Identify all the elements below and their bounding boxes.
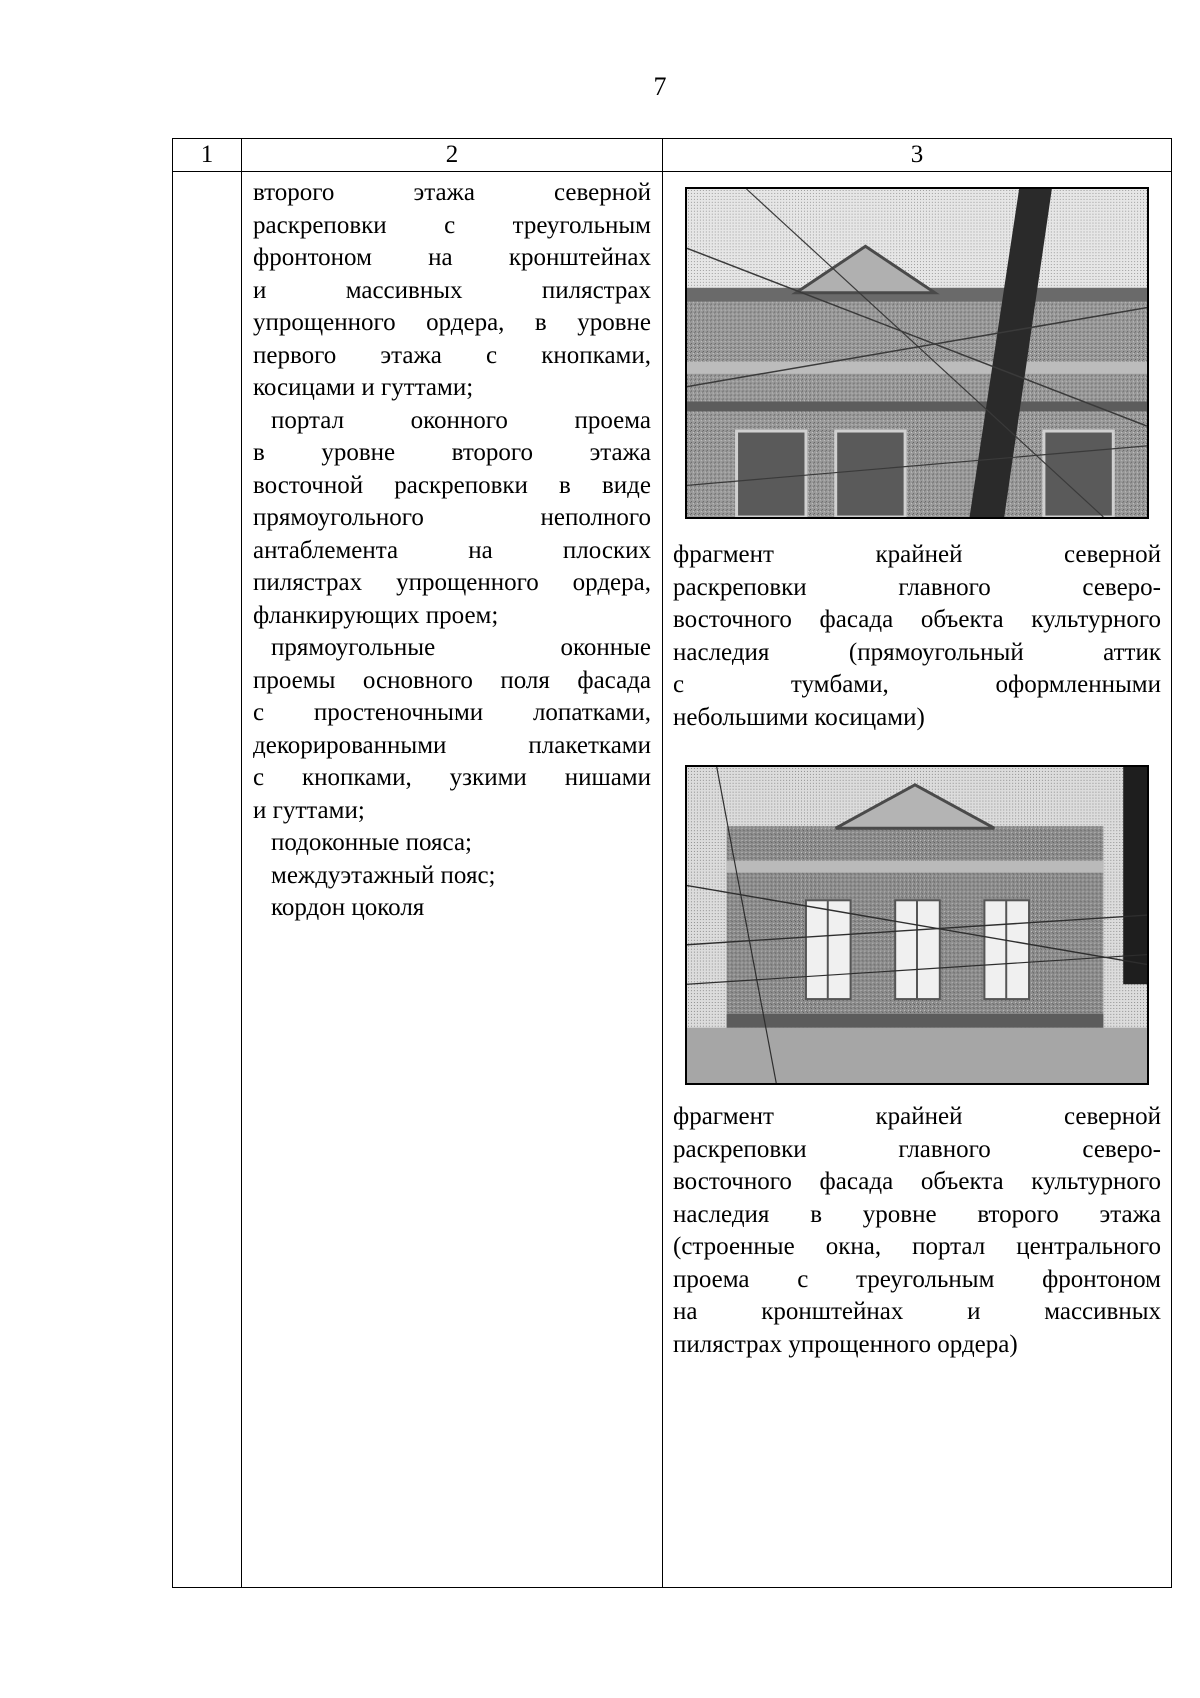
table <box>172 138 1172 1588</box>
header-divider <box>173 171 1171 172</box>
text-line: междуэтажный пояс; <box>271 861 496 889</box>
page-number: 7 <box>653 72 667 101</box>
text-line: антаблемента на плоских <box>253 536 651 564</box>
text-line: с кнопками, узкими нишами <box>253 764 651 791</box>
caption-line: с тумбами, оформленными <box>673 671 1161 698</box>
caption-line: наследия в уровне второго этажа <box>673 1200 1161 1228</box>
caption-line: раскреповки главного северо- <box>673 573 1161 601</box>
column-divider-2 <box>662 139 663 1587</box>
caption-line: фрагмент крайней северной <box>673 1103 1161 1130</box>
caption-line: раскреповки главного северо- <box>673 1135 1161 1163</box>
text-line: с простеночными лопатками, <box>253 699 651 726</box>
caption-line: проема с треугольным фронтоном <box>673 1265 1161 1293</box>
element-description <box>253 177 651 925</box>
text-line: первого этажа с кнопками, <box>253 341 651 369</box>
text-line: восточной раскреповки в виде <box>253 471 651 499</box>
text-line: декорированными плакетками <box>253 731 651 759</box>
text-line: и гуттами; <box>253 796 365 824</box>
text-line: фронтоном на кронштейнах <box>253 244 651 271</box>
text-line: пилястрах упрощенного ордера, <box>253 569 651 596</box>
caption-line: пилястрах упрощенного ордера) <box>673 1330 1018 1358</box>
text-line: портал оконного проема <box>271 406 651 434</box>
caption-line: восточного фасада объекта культурного <box>673 1168 1161 1195</box>
text-line: косицами и гуттами; <box>253 374 474 401</box>
facade-photo-attic <box>685 187 1149 519</box>
column-divider-1 <box>241 139 242 1587</box>
text-line: прямоугольные оконные <box>271 634 651 661</box>
facade-photo-second-floor <box>685 765 1149 1085</box>
caption-line: (строенные окна, портал центрального <box>673 1233 1161 1260</box>
text-line: и массивных пилястрах <box>253 276 651 304</box>
text-line: прямоугольного неполного <box>253 504 651 531</box>
text-line: раскреповки с треугольным <box>253 211 651 239</box>
column-header-2: 2 <box>445 141 459 168</box>
photo-caption-2 <box>673 1101 1161 1361</box>
caption-line: наследия (прямоугольный аттик <box>673 638 1161 666</box>
text-line: проемы основного поля фасада <box>253 666 651 694</box>
caption-line: восточного фасада объекта культурного <box>673 606 1161 633</box>
text-line: подоконные пояса; <box>271 829 473 856</box>
caption-line: небольшими косицами) <box>673 703 925 731</box>
caption-line: на кронштейнах и массивных <box>673 1298 1161 1325</box>
column-header-3: 3 <box>910 141 924 168</box>
text-line: второго этажа северной <box>253 179 651 206</box>
text-line: в уровне второго этажа <box>253 439 651 466</box>
text-line: упрощенного ордера, в уровне <box>253 309 651 336</box>
photo-caption-1 <box>673 539 1161 734</box>
text-line: кордон цоколя <box>271 894 425 921</box>
text-line: фланкирующих проем; <box>253 601 499 629</box>
caption-line: фрагмент крайней северной <box>673 541 1161 568</box>
column-header-1: 1 <box>200 141 214 168</box>
